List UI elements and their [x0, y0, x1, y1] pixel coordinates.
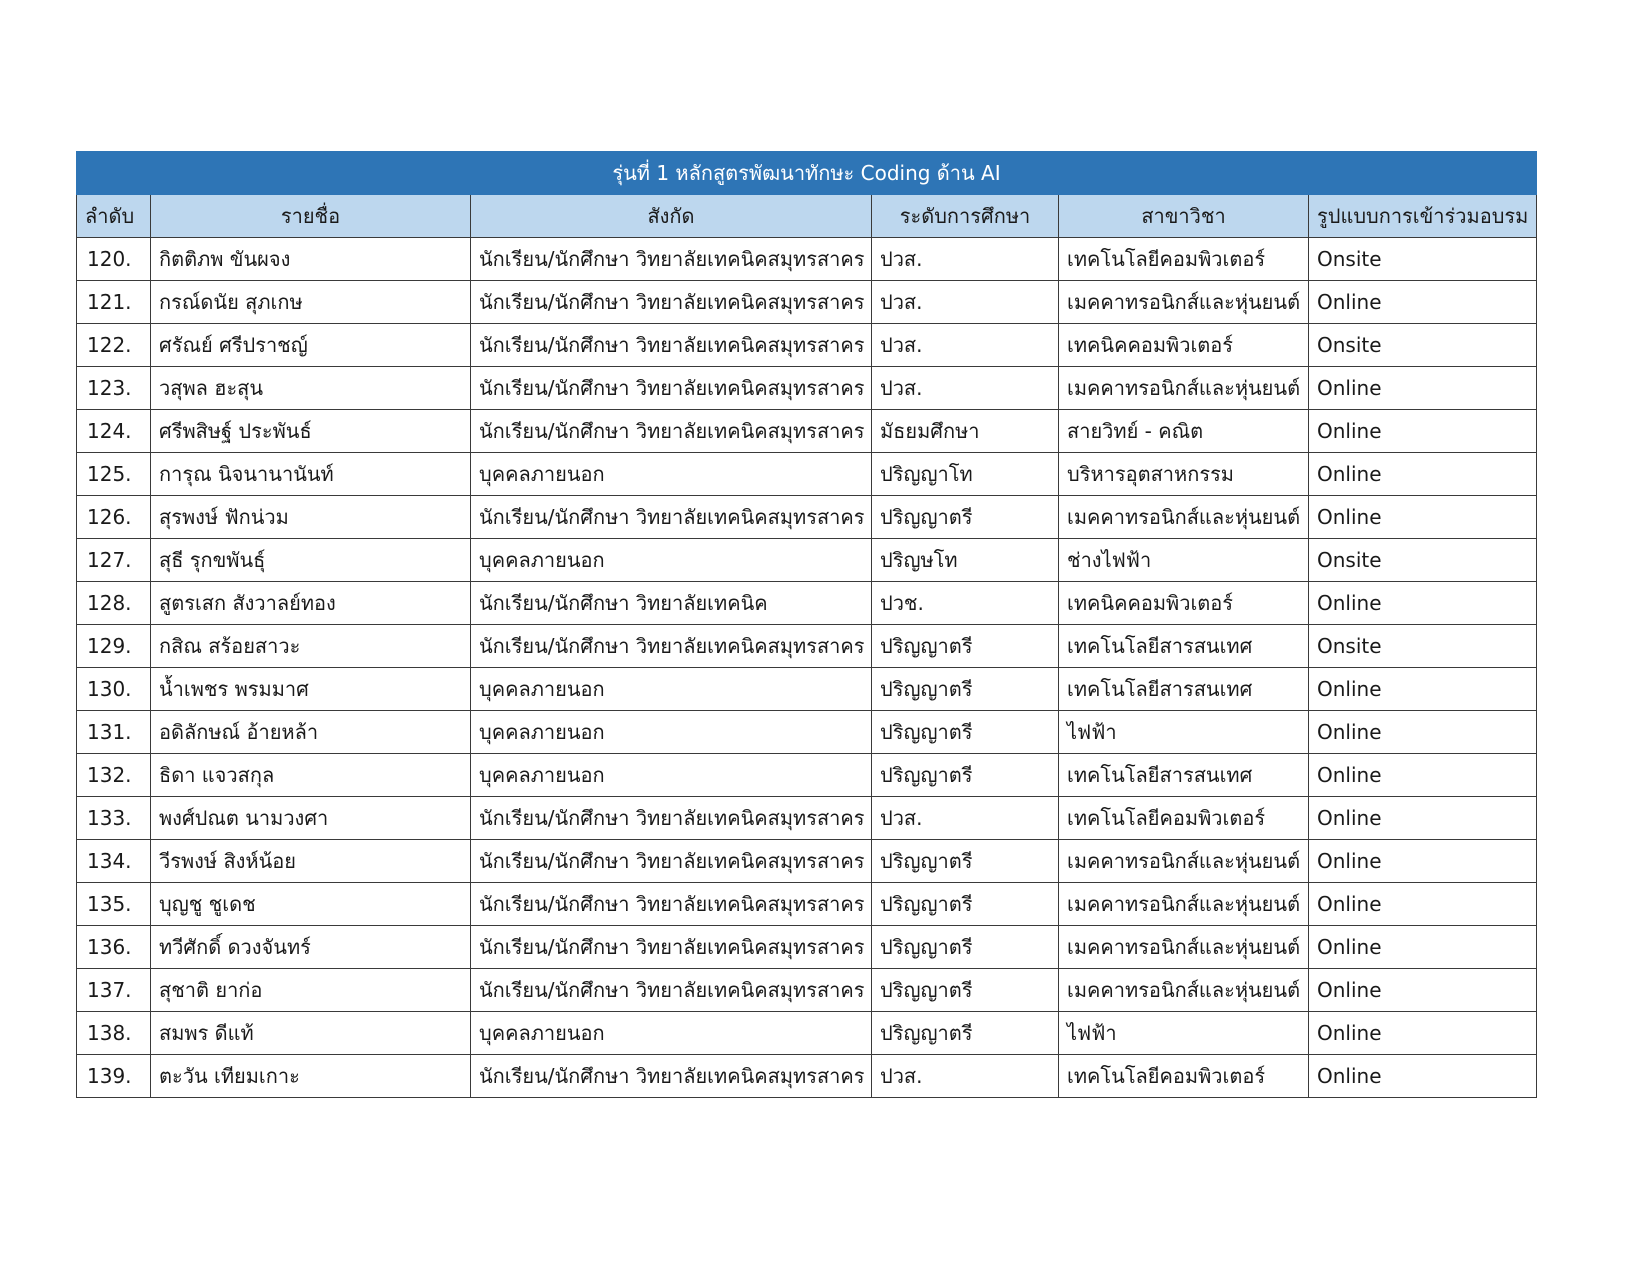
- cell-name: วีรพงษ์ สิงห์น้อย: [151, 840, 471, 883]
- cell-name: บุญชู ชูเดช: [151, 883, 471, 926]
- cell-attendance-mode: Onsite: [1309, 324, 1537, 367]
- cell-order: 121.: [77, 281, 151, 324]
- cell-affiliation: นักเรียน/นักศึกษา วิทยาลัยเทคนิคสมุทรสาคร: [471, 410, 872, 453]
- cell-education-level: มัธยมศึกษา: [872, 410, 1059, 453]
- table-row: [77, 238, 1537, 281]
- table-row: [77, 711, 1537, 754]
- cell-attendance-mode: Online: [1309, 1012, 1537, 1055]
- cell-attendance-mode: Online: [1309, 410, 1537, 453]
- cell-attendance-mode: Online: [1309, 1055, 1537, 1098]
- table-row: [77, 1012, 1537, 1055]
- cell-affiliation: นักเรียน/นักศึกษา วิทยาลัยเทคนิคสมุทรสาคร: [471, 969, 872, 1012]
- cell-major: เทคโนโลยีสารสนเทศ: [1059, 668, 1309, 711]
- cell-attendance-mode: Online: [1309, 668, 1537, 711]
- table-row: [77, 367, 1537, 410]
- participant-table: [76, 151, 1537, 1098]
- cell-order: 132.: [77, 754, 151, 797]
- cell-education-level: ปวส.: [872, 1055, 1059, 1098]
- cell-affiliation: นักเรียน/นักศึกษา วิทยาลัยเทคนิคสมุทรสาคร: [471, 883, 872, 926]
- column-header-affiliation: สังกัด: [471, 195, 872, 238]
- cell-education-level: ปริญญาโท: [872, 453, 1059, 496]
- cell-education-level: ปวส.: [872, 281, 1059, 324]
- cell-order: 129.: [77, 625, 151, 668]
- table-row: [77, 926, 1537, 969]
- cell-education-level: ปริญญาตรี: [872, 625, 1059, 668]
- cell-order: 124.: [77, 410, 151, 453]
- cell-education-level: ปวส.: [872, 324, 1059, 367]
- cell-major: ไฟฟ้า: [1059, 711, 1309, 754]
- cell-education-level: ปริญญาตรี: [872, 883, 1059, 926]
- cell-order: 133.: [77, 797, 151, 840]
- cell-order: 123.: [77, 367, 151, 410]
- cell-attendance-mode: Online: [1309, 496, 1537, 539]
- table-body: [77, 238, 1537, 1098]
- cell-education-level: ปวส.: [872, 238, 1059, 281]
- cell-name: กิตติภพ ขันผจง: [151, 238, 471, 281]
- cell-name: วสุพล ฮะสุน: [151, 367, 471, 410]
- table-row: [77, 883, 1537, 926]
- cell-affiliation: นักเรียน/นักศึกษา วิทยาลัยเทคนิคสมุทรสาคร: [471, 1055, 872, 1098]
- cell-major: เทคนิคคอมพิวเตอร์: [1059, 324, 1309, 367]
- cell-education-level: ปวช.: [872, 582, 1059, 625]
- cell-affiliation: นักเรียน/นักศึกษา วิทยาลัยเทคนิค: [471, 582, 872, 625]
- cell-affiliation: นักเรียน/นักศึกษา วิทยาลัยเทคนิคสมุทรสาคร: [471, 238, 872, 281]
- cell-attendance-mode: Online: [1309, 711, 1537, 754]
- cell-name: ศรีพสิษฐ์ ประพันธ์: [151, 410, 471, 453]
- cell-major: เมคคาทรอนิกส์และหุ่นยนต์: [1059, 840, 1309, 883]
- cell-affiliation: นักเรียน/นักศึกษา วิทยาลัยเทคนิคสมุทรสาคร: [471, 625, 872, 668]
- cell-order: 130.: [77, 668, 151, 711]
- cell-order: 136.: [77, 926, 151, 969]
- cell-major: ช่างไฟฟ้า: [1059, 539, 1309, 582]
- cell-order: 127.: [77, 539, 151, 582]
- cell-major: สายวิทย์ - คณิต: [1059, 410, 1309, 453]
- cell-education-level: ปริญษโท: [872, 539, 1059, 582]
- column-header-order: ลำดับ: [77, 195, 151, 238]
- cell-attendance-mode: Online: [1309, 797, 1537, 840]
- table-row: [77, 410, 1537, 453]
- cell-attendance-mode: Online: [1309, 367, 1537, 410]
- cell-affiliation: นักเรียน/นักศึกษา วิทยาลัยเทคนิคสมุทรสาคร: [471, 926, 872, 969]
- table-row: [77, 1055, 1537, 1098]
- cell-education-level: ปวส.: [872, 367, 1059, 410]
- cell-name: ตะวัน เทียมเกาะ: [151, 1055, 471, 1098]
- cell-name: กรณ์ดนัย สุภเกษ: [151, 281, 471, 324]
- cell-attendance-mode: Onsite: [1309, 539, 1537, 582]
- table-row: [77, 453, 1537, 496]
- cell-order: 138.: [77, 1012, 151, 1055]
- cell-name: ศรัณย์ ศรีปราชญ์: [151, 324, 471, 367]
- table-row: [77, 668, 1537, 711]
- cell-attendance-mode: Onsite: [1309, 625, 1537, 668]
- cell-affiliation: บุคคลภายนอก: [471, 711, 872, 754]
- cell-major: เทคโนโลยีคอมพิวเตอร์: [1059, 797, 1309, 840]
- table-row: [77, 625, 1537, 668]
- cell-education-level: ปริญญาตรี: [872, 969, 1059, 1012]
- cell-name: พงศ์ปณต นามวงศา: [151, 797, 471, 840]
- cell-major: เมคคาทรอนิกส์และหุ่นยนต์: [1059, 281, 1309, 324]
- cell-affiliation: บุคคลภายนอก: [471, 539, 872, 582]
- column-header-education-level: ระดับการศึกษา: [872, 195, 1059, 238]
- cell-attendance-mode: Online: [1309, 582, 1537, 625]
- table-row: [77, 969, 1537, 1012]
- column-header-name: รายชื่อ: [151, 195, 471, 238]
- cell-name: สุธี รุกขพันธุ์: [151, 539, 471, 582]
- cell-major: บริหารอุตสาหกรรม: [1059, 453, 1309, 496]
- cell-major: เทคโนโลยีคอมพิวเตอร์: [1059, 238, 1309, 281]
- cell-name: อดิลักษณ์ อ้ายหล้า: [151, 711, 471, 754]
- cell-major: เมคคาทรอนิกส์และหุ่นยนต์: [1059, 367, 1309, 410]
- cell-affiliation: บุคคลภายนอก: [471, 668, 872, 711]
- cell-order: 122.: [77, 324, 151, 367]
- cell-attendance-mode: Online: [1309, 453, 1537, 496]
- cell-order: 126.: [77, 496, 151, 539]
- cell-name: การุณ นิจนานานันท์: [151, 453, 471, 496]
- table-row: [77, 324, 1537, 367]
- cell-major: เมคคาทรอนิกส์และหุ่นยนต์: [1059, 883, 1309, 926]
- cell-major: ไฟฟ้า: [1059, 1012, 1309, 1055]
- cell-education-level: ปริญญาตรี: [872, 711, 1059, 754]
- table-row: [77, 496, 1537, 539]
- cell-order: 125.: [77, 453, 151, 496]
- cell-name: กสิณ สร้อยสาวะ: [151, 625, 471, 668]
- cell-affiliation: นักเรียน/นักศึกษา วิทยาลัยเทคนิคสมุทรสาคร: [471, 324, 872, 367]
- cell-affiliation: นักเรียน/นักศึกษา วิทยาลัยเทคนิคสมุทรสาคร: [471, 281, 872, 324]
- table-title-row: [77, 152, 1537, 195]
- cell-education-level: ปริญญาตรี: [872, 496, 1059, 539]
- table-row: [77, 840, 1537, 883]
- cell-order: 134.: [77, 840, 151, 883]
- cell-major: เทคนิคคอมพิวเตอร์: [1059, 582, 1309, 625]
- cell-attendance-mode: Online: [1309, 883, 1537, 926]
- cell-attendance-mode: Online: [1309, 926, 1537, 969]
- cell-name: สูตรเสก สังวาลย์ทอง: [151, 582, 471, 625]
- cell-major: เมคคาทรอนิกส์และหุ่นยนต์: [1059, 496, 1309, 539]
- cell-education-level: ปริญญาตรี: [872, 668, 1059, 711]
- table-row: [77, 539, 1537, 582]
- cell-affiliation: นักเรียน/นักศึกษา วิทยาลัยเทคนิคสมุทรสาคร: [471, 367, 872, 410]
- cell-major: เมคคาทรอนิกส์และหุ่นยนต์: [1059, 926, 1309, 969]
- cell-name: สุรพงษ์ ฟักน่วม: [151, 496, 471, 539]
- cell-affiliation: นักเรียน/นักศึกษา วิทยาลัยเทคนิคสมุทรสาคร: [471, 496, 872, 539]
- table-row: [77, 797, 1537, 840]
- cell-name: ทวีศักดิ์ ดวงจันทร์: [151, 926, 471, 969]
- cell-education-level: ปริญญาตรี: [872, 926, 1059, 969]
- cell-affiliation: บุคคลภายนอก: [471, 754, 872, 797]
- cell-education-level: ปริญญาตรี: [872, 1012, 1059, 1055]
- column-header-major: สาขาวิชา: [1059, 195, 1309, 238]
- column-header-row: [77, 195, 1537, 238]
- cell-name: สุชาติ ยาก่อ: [151, 969, 471, 1012]
- cell-order: 120.: [77, 238, 151, 281]
- cell-affiliation: นักเรียน/นักศึกษา วิทยาลัยเทคนิคสมุทรสาคร: [471, 797, 872, 840]
- cell-name: ธิดา แจวสกุล: [151, 754, 471, 797]
- cell-major: เทคโนโลยีสารสนเทศ: [1059, 625, 1309, 668]
- cell-affiliation: บุคคลภายนอก: [471, 453, 872, 496]
- cell-major: เทคโนโลยีสารสนเทศ: [1059, 754, 1309, 797]
- cell-affiliation: นักเรียน/นักศึกษา วิทยาลัยเทคนิคสมุทรสาคร: [471, 840, 872, 883]
- cell-order: 139.: [77, 1055, 151, 1098]
- table-row: [77, 281, 1537, 324]
- cell-attendance-mode: Online: [1309, 969, 1537, 1012]
- cell-order: 135.: [77, 883, 151, 926]
- table-row: [77, 582, 1537, 625]
- cell-name: สมพร ดีแท้: [151, 1012, 471, 1055]
- table-row: [77, 754, 1537, 797]
- cell-major: เทคโนโลยีคอมพิวเตอร์: [1059, 1055, 1309, 1098]
- cell-attendance-mode: Onsite: [1309, 238, 1537, 281]
- cell-order: 137.: [77, 969, 151, 1012]
- cell-education-level: ปริญญาตรี: [872, 840, 1059, 883]
- cell-attendance-mode: Online: [1309, 754, 1537, 797]
- cell-attendance-mode: Online: [1309, 281, 1537, 324]
- table-title: รุ่นที่ 1 หลักสูตรพัฒนาทักษะ Coding ด้าน AI: [77, 152, 1537, 195]
- cell-order: 131.: [77, 711, 151, 754]
- column-header-attendance-mode: รูปแบบการเข้าร่วมอบรม: [1309, 195, 1537, 238]
- cell-attendance-mode: Online: [1309, 840, 1537, 883]
- cell-affiliation: บุคคลภายนอก: [471, 1012, 872, 1055]
- cell-name: น้ำเพชร พรมมาศ: [151, 668, 471, 711]
- cell-education-level: ปวส.: [872, 797, 1059, 840]
- cell-order: 128.: [77, 582, 151, 625]
- cell-education-level: ปริญญาตรี: [872, 754, 1059, 797]
- cell-major: เมคคาทรอนิกส์และหุ่นยนต์: [1059, 969, 1309, 1012]
